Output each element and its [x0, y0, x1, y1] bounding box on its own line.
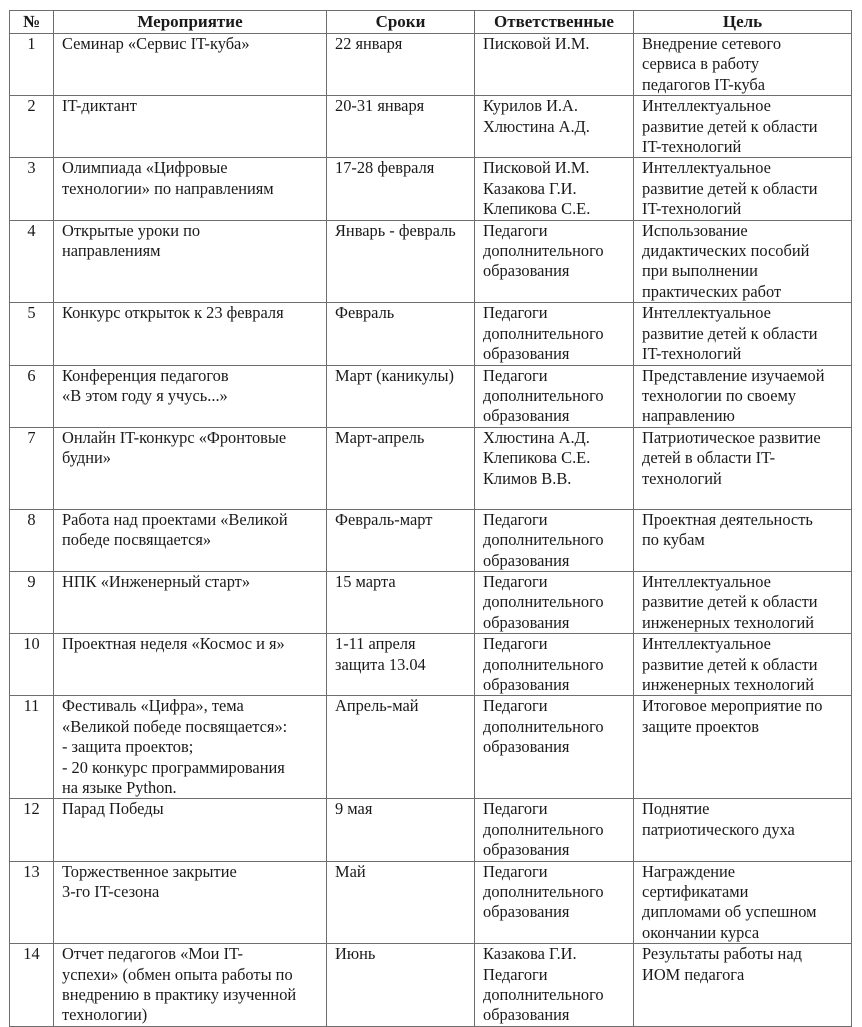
responsible-cell-line: дополнительного — [483, 385, 604, 405]
event-cell-line: НПК «Инженерный старт» — [62, 571, 251, 591]
event-cell-line: - 20 конкурс программирования — [62, 757, 285, 777]
dates-cell-line: защита 13.04 — [335, 654, 426, 674]
goal-cell-line: дипломами об успешном — [642, 902, 817, 922]
goal-cell-line: педагогов IT-куба — [642, 74, 766, 94]
goal-cell — [634, 220, 852, 303]
responsible-cell-line: образования — [483, 406, 570, 426]
table-row — [10, 509, 852, 571]
table-row — [10, 634, 852, 696]
goal-cell-line: развитие детей к области — [642, 116, 818, 136]
responsible-cell — [475, 96, 634, 158]
table-row — [10, 799, 852, 861]
responsible-cell-line: Писковой И.М. — [483, 158, 590, 178]
responsible-cell-line: Педагоги — [483, 509, 548, 529]
responsible-cell — [475, 303, 634, 365]
goal-cell — [634, 571, 852, 633]
row-number-cell: 4 — [10, 220, 54, 303]
goal-cell — [634, 944, 852, 1027]
responsible-cell-line: дополнительного — [483, 819, 604, 839]
responsible-cell-line: образования — [483, 1005, 570, 1025]
goal-cell-line: Проектная деятельность — [642, 509, 813, 529]
goal-cell-line: развитие детей к области — [642, 323, 818, 343]
responsible-cell-line: Курилов И.А. — [483, 96, 578, 116]
event-cell-line: успехи» (обмен опыта работы по — [62, 964, 293, 984]
responsible-cell — [475, 34, 634, 96]
goal-cell-line: сервиса в работу — [642, 54, 760, 74]
header-responsible: Ответственные — [475, 11, 634, 34]
goal-cell-line: IT-технологий — [642, 199, 742, 219]
table-row — [10, 571, 852, 633]
goal-cell-line: детей в области IT- — [642, 448, 776, 468]
goal-cell-line: Внедрение сетевого — [642, 34, 782, 53]
responsible-cell-line: дополнительного — [483, 716, 604, 736]
event-cell — [54, 365, 327, 427]
goal-cell-line: дидактических пособий — [642, 241, 810, 261]
dates-cell — [327, 303, 475, 365]
event-cell-line: на языке Python. — [62, 778, 177, 797]
responsible-cell — [475, 158, 634, 220]
event-cell — [54, 96, 327, 158]
goal-cell — [634, 799, 852, 861]
dates-cell — [327, 34, 475, 96]
event-cell-line: Фестиваль «Цифра», тема — [62, 696, 244, 716]
event-cell-line: технологии» по направлениям — [62, 178, 274, 198]
responsible-cell-line: дополнительного — [483, 882, 604, 902]
goal-cell-line: защите проектов — [642, 716, 759, 736]
dates-cell — [327, 220, 475, 303]
responsible-cell-line: дополнительного — [483, 592, 604, 612]
event-cell — [54, 427, 327, 509]
responsible-cell-line: Писковой И.М. — [483, 34, 590, 53]
goal-cell-line: IT-технологий — [642, 137, 742, 157]
goal-cell-line: технологии по своему — [642, 385, 797, 405]
table-row — [10, 220, 852, 303]
responsible-cell-line: Педагоги — [483, 365, 548, 385]
event-cell — [54, 303, 327, 365]
event-cell-line: Конференция педагогов — [62, 365, 229, 385]
table-row — [10, 427, 852, 509]
responsible-cell-line: образования — [483, 840, 570, 860]
event-cell-line: направлениям — [62, 241, 161, 261]
responsible-cell-line: Климов В.В. — [483, 468, 572, 488]
row-number-cell: 6 — [10, 365, 54, 427]
goal-cell-line: Итоговое мероприятие по — [642, 696, 823, 716]
events-plan-table — [9, 10, 852, 1027]
responsible-cell — [475, 696, 634, 799]
table-row — [10, 303, 852, 365]
responsible-cell-line: Клепикова С.Е. — [483, 448, 591, 468]
goal-cell-line: инженерных технологий — [642, 612, 815, 632]
goal-cell-line: Интеллектуальное — [642, 634, 771, 654]
table-row — [10, 944, 852, 1027]
goal-cell-line: Представление изучаемой — [642, 365, 825, 385]
dates-cell-line: 1-11 апреля — [335, 634, 416, 654]
event-cell-line: Открытые уроки по — [62, 220, 201, 240]
event-cell-line: Проектная неделя «Космос и я» — [62, 634, 285, 654]
goal-cell-line: Использование — [642, 220, 748, 240]
event-cell-line: 3-го IT-сезона — [62, 882, 160, 902]
responsible-cell-line: образования — [483, 344, 570, 364]
table-row — [10, 861, 852, 944]
header-goal: Цель — [634, 11, 852, 34]
goal-cell-line: IT-технологий — [642, 344, 742, 364]
dates-cell — [327, 96, 475, 158]
goal-cell-line: направлению — [642, 406, 735, 426]
dates-cell — [327, 861, 475, 944]
goal-cell — [634, 34, 852, 96]
table-row — [10, 96, 852, 158]
dates-cell-line: Январь - февраль — [335, 220, 456, 240]
responsible-cell-line: образования — [483, 612, 570, 632]
event-cell-line: «Великой победе посвящается»: — [62, 716, 288, 736]
dates-cell-line: 15 марта — [335, 571, 396, 591]
goal-cell-line: патриотического духа — [642, 819, 795, 839]
event-cell-line: Онлайн IT-конкурс «Фронтовые — [62, 427, 287, 447]
event-cell-line: IT-диктант — [62, 96, 137, 116]
responsible-cell-line: дополнительного — [483, 985, 604, 1005]
responsible-cell-line: образования — [483, 902, 570, 922]
event-cell — [54, 220, 327, 303]
responsible-cell-line: дополнительного — [483, 241, 604, 261]
dates-cell-line: 20-31 января — [335, 96, 425, 116]
responsible-cell-line: образования — [483, 550, 570, 570]
event-cell — [54, 634, 327, 696]
dates-cell-line: Февраль — [335, 303, 395, 323]
goal-cell-line: при выполнении — [642, 261, 758, 281]
dates-cell-line: Февраль-март — [335, 509, 433, 529]
responsible-cell — [475, 799, 634, 861]
responsible-cell — [475, 365, 634, 427]
responsible-cell-line: Педагоги — [483, 696, 548, 716]
goal-cell-line: развитие детей к области — [642, 178, 818, 198]
event-cell — [54, 861, 327, 944]
goal-cell-line: развитие детей к области — [642, 592, 818, 612]
event-cell — [54, 696, 327, 799]
goal-cell-line: практических работ — [642, 281, 782, 301]
responsible-cell — [475, 220, 634, 303]
table-body — [10, 34, 852, 1027]
responsible-cell-line: образования — [483, 674, 570, 694]
table-row — [10, 158, 852, 220]
event-cell-line: Парад Победы — [62, 799, 164, 819]
responsible-cell-line: дополнительного — [483, 323, 604, 343]
goal-cell-line: Интеллектуальное — [642, 158, 771, 178]
responsible-cell-line: Клепикова С.Е. — [483, 199, 591, 219]
responsible-cell-line: дополнительного — [483, 530, 604, 550]
dates-cell-line: Апрель-май — [335, 696, 419, 716]
goal-cell-line: Интеллектуальное — [642, 96, 771, 116]
event-cell-line: победе посвящается» — [62, 530, 212, 550]
event-cell-line: будни» — [62, 448, 111, 468]
goal-cell-line: развитие детей к области — [642, 654, 818, 674]
responsible-cell-line: Педагоги — [483, 799, 548, 819]
row-number-cell: 7 — [10, 427, 54, 509]
event-cell-line: Семинар «Сервис IT-куба» — [62, 34, 250, 53]
event-cell-line: Работа над проектами «Великой — [62, 509, 288, 529]
dates-cell — [327, 509, 475, 571]
goal-cell — [634, 96, 852, 158]
dates-cell-line: Март-апрель — [335, 427, 425, 447]
row-number-cell: 3 — [10, 158, 54, 220]
goal-cell — [634, 427, 852, 509]
row-number-cell: 12 — [10, 799, 54, 861]
row-number-cell: 11 — [10, 696, 54, 799]
goal-cell-line: Награждение — [642, 861, 736, 881]
responsible-cell-line: Хлюстина А.Д. — [483, 116, 590, 136]
dates-cell-line: 22 января — [335, 34, 403, 53]
row-number-cell: 8 — [10, 509, 54, 571]
goal-cell — [634, 634, 852, 696]
event-cell — [54, 158, 327, 220]
goal-cell — [634, 509, 852, 571]
responsible-cell-line: Казакова Г.И. — [483, 178, 577, 198]
table-row — [10, 696, 852, 799]
goal-cell-line: Патриотическое развитие — [642, 427, 821, 447]
responsible-cell — [475, 944, 634, 1027]
event-cell-line: - защита проектов; — [62, 737, 194, 757]
dates-cell-line: Март (каникулы) — [335, 365, 454, 385]
goal-cell — [634, 158, 852, 220]
dates-cell — [327, 571, 475, 633]
goal-cell — [634, 365, 852, 427]
goal-cell-line: инженерных технологий — [642, 674, 815, 694]
event-cell-line: внедрению в практику изученной — [62, 985, 297, 1005]
row-number-cell: 13 — [10, 861, 54, 944]
event-cell-line: Конкурс открыток к 23 февраля — [62, 303, 284, 323]
responsible-cell-line: Педагоги — [483, 634, 548, 654]
dates-cell — [327, 634, 475, 696]
responsible-cell — [475, 634, 634, 696]
responsible-cell-line: Хлюстина А.Д. — [483, 427, 590, 447]
row-number-cell: 2 — [10, 96, 54, 158]
event-cell — [54, 944, 327, 1027]
row-number-cell: 1 — [10, 34, 54, 96]
dates-cell — [327, 696, 475, 799]
goal-cell-line: Интеллектуальное — [642, 303, 771, 323]
responsible-cell — [475, 427, 634, 509]
document-page — [9, 10, 852, 1027]
goal-cell-line: окончании курса — [642, 922, 760, 942]
event-cell-line: Отчет педагогов «Мои IT- — [62, 944, 243, 964]
goal-cell — [634, 303, 852, 365]
event-cell-line: Торжественное закрытие — [62, 861, 237, 881]
row-number-cell: 9 — [10, 571, 54, 633]
goal-cell-line: Интеллектуальное — [642, 571, 771, 591]
responsible-cell-line: дополнительного — [483, 654, 604, 674]
table-header-row — [10, 11, 852, 34]
responsible-cell-line: Педагоги — [483, 964, 548, 984]
row-number-cell: 10 — [10, 634, 54, 696]
event-cell-line: технологии) — [62, 1005, 148, 1025]
responsible-cell — [475, 571, 634, 633]
header-event: Мероприятие — [54, 11, 327, 34]
event-cell — [54, 799, 327, 861]
goal-cell-line: ИОМ педагога — [642, 964, 745, 984]
goal-cell-line: Поднятие — [642, 799, 710, 819]
dates-cell-line: Июнь — [335, 944, 376, 964]
goal-cell-line: сертификатами — [642, 882, 749, 902]
responsible-cell-line: Педагоги — [483, 861, 548, 881]
responsible-cell-line: Педагоги — [483, 220, 548, 240]
dates-cell — [327, 158, 475, 220]
goal-cell-line: по кубам — [642, 530, 705, 550]
table-row — [10, 34, 852, 96]
table-row — [10, 365, 852, 427]
dates-cell — [327, 365, 475, 427]
dates-cell-line: 17-28 февраля — [335, 158, 435, 178]
goal-cell — [634, 861, 852, 944]
event-cell-line: «В этом году я учусь...» — [62, 385, 228, 405]
responsible-cell-line: образования — [483, 737, 570, 757]
header-num: № — [10, 11, 54, 34]
event-cell — [54, 509, 327, 571]
goal-cell-line: Результаты работы над — [642, 944, 802, 964]
event-cell — [54, 571, 327, 633]
row-number-cell: 14 — [10, 944, 54, 1027]
responsible-cell-line: Педагоги — [483, 303, 548, 323]
responsible-cell — [475, 861, 634, 944]
event-cell-line: Олимпиада «Цифровые — [62, 158, 228, 178]
responsible-cell — [475, 509, 634, 571]
dates-cell-line: 9 мая — [335, 799, 373, 819]
dates-cell — [327, 799, 475, 861]
dates-cell-line: Май — [335, 861, 366, 881]
goal-cell-line: технологий — [642, 468, 722, 488]
goal-cell — [634, 696, 852, 799]
event-cell — [54, 34, 327, 96]
responsible-cell-line: Педагоги — [483, 571, 548, 591]
dates-cell — [327, 427, 475, 509]
header-dates: Сроки — [327, 11, 475, 34]
dates-cell — [327, 944, 475, 1027]
responsible-cell-line: Казакова Г.И. — [483, 944, 577, 964]
row-number-cell: 5 — [10, 303, 54, 365]
responsible-cell-line: образования — [483, 261, 570, 281]
